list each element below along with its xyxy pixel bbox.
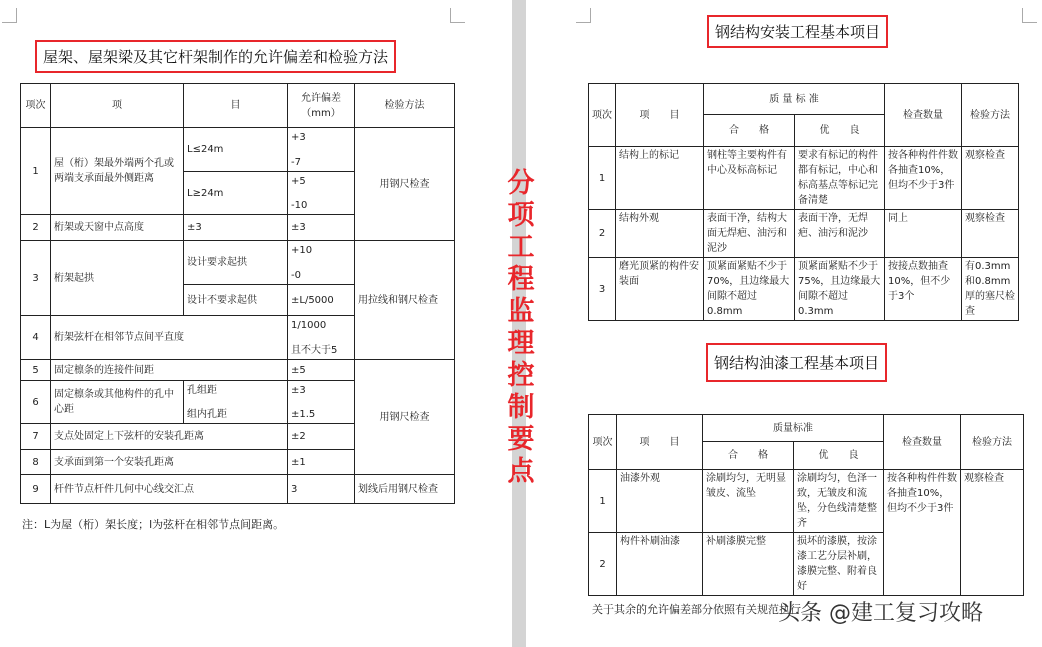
- row-no: 4: [21, 316, 51, 360]
- row-method: 有0.3mm和0.8mm厚的塞尺检查: [962, 258, 1019, 321]
- install-table-title: 钢结构安装工程基本项目: [707, 15, 888, 48]
- row-pass: 顶紧面紧贴不少于70%，且边缘最大间隙不超过0.8mm: [704, 258, 795, 321]
- row-no: 7: [21, 424, 51, 450]
- header-no: 项次: [589, 415, 617, 470]
- tol: 3: [288, 475, 355, 504]
- paint-table: [588, 414, 1024, 596]
- row-no: 2: [589, 210, 616, 258]
- header-qty: 检查数量: [884, 415, 961, 470]
- row-no: 1: [589, 470, 617, 533]
- tol: ±1.5: [291, 408, 316, 420]
- page-corner-mark: [1022, 8, 1037, 23]
- row-no: 3: [21, 241, 51, 316]
- page-corner-mark: [2, 8, 17, 23]
- row-no: 3: [589, 258, 616, 321]
- row-item: 桁架起拱: [51, 241, 184, 316]
- tol: ±3: [288, 215, 355, 241]
- row-pass: 表面干净，结构大面无焊疤、油污和泥沙: [704, 210, 795, 258]
- tol: ±1: [288, 450, 355, 475]
- table-row: [21, 475, 455, 504]
- table-row: [589, 258, 1019, 321]
- row-no: 2: [21, 215, 51, 241]
- table-row: [21, 128, 455, 172]
- row-sub: 孔组距: [187, 384, 217, 396]
- install-table: [588, 83, 1019, 321]
- header-item: 项 目: [616, 84, 704, 147]
- table-row: [589, 210, 1019, 258]
- row-method: 用钢尺检查: [355, 128, 455, 241]
- row-good: 涂刷均匀，色泽一致，无皱皮和流坠，分色线清楚整齐: [794, 470, 884, 533]
- row-good: 顶紧面紧贴不少于75%，且边缘最大间隙不超过0.3mm: [795, 258, 885, 321]
- row-no: 6: [21, 381, 51, 424]
- row-qty: 同上: [885, 210, 962, 258]
- page-corner-mark: [576, 8, 591, 23]
- table-row: [589, 470, 1024, 533]
- row-item: 桁架弦杆在相邻节点间平直度: [51, 316, 288, 360]
- tol: -7: [291, 156, 301, 168]
- header-pass: 合 格: [704, 115, 795, 147]
- header-qty: 检查数量: [885, 84, 962, 147]
- row-no: 9: [21, 475, 51, 504]
- row-sub: L≥24m: [184, 172, 288, 215]
- tol: -10: [291, 199, 308, 211]
- tol: 且不大于5: [291, 344, 338, 356]
- header-no: 项次: [589, 84, 616, 147]
- row-pass: 钢柱等主要构件有中心及标高标记: [704, 147, 795, 210]
- row-method: 用钢尺检查: [355, 360, 455, 475]
- header-quality: 质量标准: [703, 415, 884, 442]
- header-pass: 合 格: [703, 442, 794, 470]
- row-item: 屋（桁）架最外端两个孔或两端支承面最外侧距离: [51, 128, 184, 215]
- row-item: 支承面到第一个安装孔距离: [51, 450, 288, 475]
- row-item: 构件补刷油漆: [617, 533, 703, 596]
- row-item: 支点处固定上下弦杆的安装孔距离: [51, 424, 288, 450]
- row-pass: 补刷漆膜完整: [703, 533, 794, 596]
- row-qty: 按各种构件件数各抽查10%，但均不少于3件: [884, 470, 961, 596]
- row-qty: 按接点数抽查10%，但不少于3个: [885, 258, 962, 321]
- row-item: 结构外观: [616, 210, 704, 258]
- row-item: 结构上的标记: [616, 147, 704, 210]
- footer-text: 关于其余的允许偏差部分依照有关规范执行: [592, 603, 801, 616]
- row-item: 桁架或天窗中点高度: [51, 215, 184, 241]
- row-method: 观察检查: [961, 470, 1024, 596]
- header-item: 项 目: [617, 415, 703, 470]
- header-good: 优 良: [794, 442, 884, 470]
- tol: 1/1000: [291, 319, 327, 331]
- header-method: 检验方法: [962, 84, 1019, 147]
- tol: ±L/5000: [288, 285, 355, 316]
- row-no: 5: [21, 360, 51, 381]
- tol: +3: [291, 131, 306, 143]
- row-sub: ±3: [184, 215, 288, 241]
- row-qty: 按各种构件件数各抽查10%，但均不少于3件: [885, 147, 962, 210]
- row-method: 观察检查: [962, 147, 1019, 210]
- tol: +10: [291, 244, 313, 256]
- header-good: 优 良: [795, 115, 885, 147]
- tol: ±5: [288, 360, 355, 381]
- table-row: [21, 360, 455, 381]
- row-item: 杆件节点杆件几何中心线交汇点: [51, 475, 288, 504]
- row-no: 1: [21, 128, 51, 215]
- row-sub: 设计不要求起供: [184, 285, 288, 316]
- tol: +5: [291, 175, 306, 187]
- watermark: 头条 @建工复习攻略: [778, 601, 983, 626]
- row-item: 固定檩条的连接件间距: [51, 360, 288, 381]
- table-row: [21, 241, 455, 285]
- header-method: 检验方法: [355, 84, 455, 128]
- tol: ±2: [288, 424, 355, 450]
- row-no: 2: [589, 533, 617, 596]
- row-item: 磨光顶紧的构件安装面: [616, 258, 704, 321]
- row-sub: 设计要求起拱: [184, 241, 288, 285]
- tol: ±3: [291, 384, 306, 396]
- header-quality: 质 量 标 准: [704, 84, 885, 115]
- table-row: [589, 147, 1019, 210]
- vertical-title: 分项工程监理控制要点: [507, 168, 535, 487]
- row-item: 固定檩条或其他构件的孔中心距: [51, 381, 184, 424]
- header-item-b: 目: [184, 84, 288, 128]
- row-sub: L≤24m: [184, 128, 288, 172]
- row-sub: 组内孔距: [187, 408, 227, 420]
- paint-table-title: 钢结构油漆工程基本项目: [706, 343, 887, 382]
- tol: -0: [291, 269, 301, 281]
- left-table-title: 屋架、屋架梁及其它杆架制作的允许偏差和检验方法: [35, 40, 396, 73]
- row-method: 划线后用钢尺检查: [355, 475, 455, 504]
- header-tolerance: 允许偏差（mm）: [288, 84, 355, 128]
- tolerance-table: [20, 83, 455, 504]
- header-item-a: 项: [51, 84, 184, 128]
- table-note: 注：L为屋（桁）架长度；l为弦杆在相邻节点间距离。: [22, 518, 285, 531]
- page-corner-mark: [450, 8, 465, 23]
- row-method: 用拉线和钢尺检查: [355, 241, 455, 360]
- row-no: 1: [589, 147, 616, 210]
- row-pass: 涂刷均匀，无明显皱皮、流坠: [703, 470, 794, 533]
- row-method: 观察检查: [962, 210, 1019, 258]
- row-item: 油漆外观: [617, 470, 703, 533]
- row-no: 8: [21, 450, 51, 475]
- header-method: 检验方法: [961, 415, 1024, 470]
- row-good: 损坏的漆膜，按涂漆工艺分层补刷，漆膜完整、附着良好: [794, 533, 884, 596]
- header-no: 项次: [21, 84, 51, 128]
- row-good: 表面干净，无焊疤、油污和泥沙: [795, 210, 885, 258]
- row-good: 要求有标记的构件都有标记，中心和标高基点等标记完备清楚: [795, 147, 885, 210]
